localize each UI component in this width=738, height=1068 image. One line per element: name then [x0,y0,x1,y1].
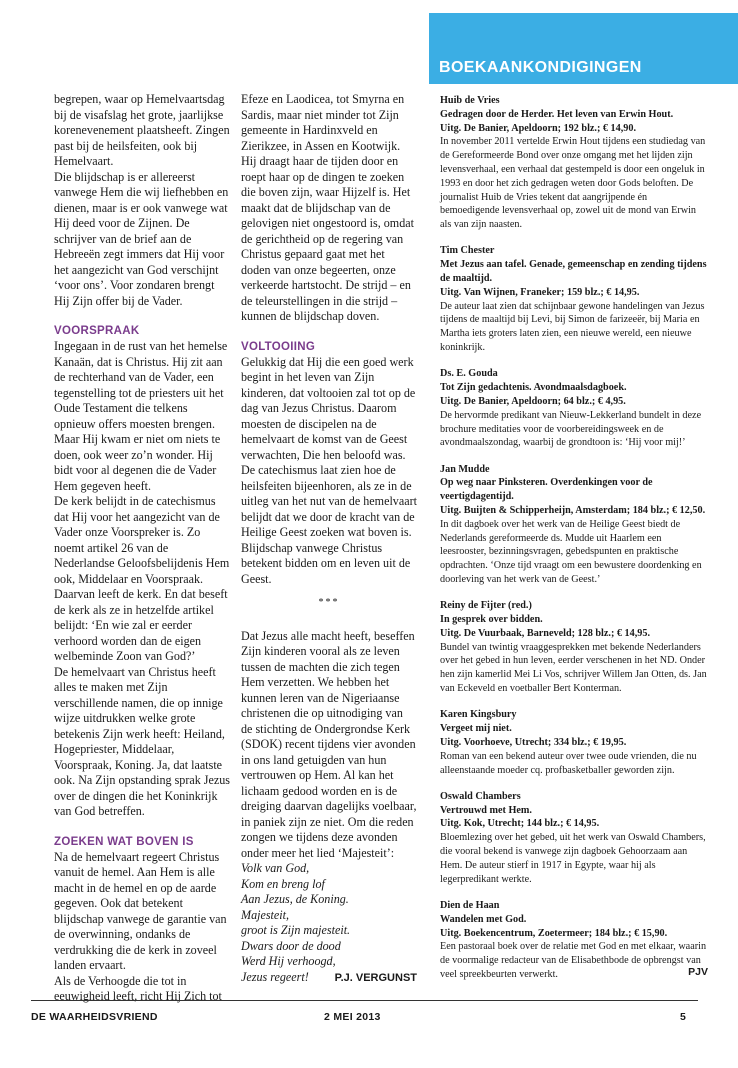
sidebar-title: BOEKAANKONDIGINGEN [439,59,642,76]
book-author: Jan Mudde [440,463,490,475]
book-author: Dien de Haan [440,899,500,911]
book-title: Vertrouwd met Hem. [440,804,532,816]
book-author: Reiny de Fijter (red.) [440,600,532,612]
book-author: Ds. E. Gouda [440,368,498,380]
lyric-line: Dwars door de dood [241,938,341,953]
article-column-middle [241,92,417,987]
book-entry [440,708,708,777]
book-title: Wandelen met God. [440,913,527,925]
book-description: Bloemlezing over het gebed, uit het werk van Oswald Chambers, die vooral bekend is vanwege zijn dagboek Gehoorzaam aan Hem. De auteur stierf in 1917 in Egypte, waar hij als legerpredikant werkte. [440,832,706,885]
book-publisher: Uitg. De Vuurbaak, Barneveld; 128 blz.; € 14,95. [440,627,650,639]
book-entry [440,94,708,232]
book-announcements [440,94,708,980]
lyric-line: groot is Zijn majesteit. [241,923,351,937]
paragraph: Gelukkig dat Hij die een goed werk begint in het leven van Zijn kinderen, dat voltooien zal tot op de dag van Jezus Christus. Daarom moesten de discipelen na de hemelvaart de komst van de Geest verwachten, Die hen beloofd was. De catechismus laat zien hoe de heilsfeiten bijeenhoren, als ze in de uitleg van het nut van de hemelvaart belijdt dat we door de kracht van de Heilige Geest zoeken wat boven is. Blijdschap vanwege Christus betekent bidden om en leven uit de Geest. [241,354,417,586]
book-description: In dit dagboek over het werk van de Heilige Geest biedt de Nederlands gereformeerde ds. Mudde uit Haarlem een leesrooster, bezinningsvragen, gebedspunten en praktische opdrachten. ‘Onze tijd vraagt om een bewustere doordenking en doorleving van het werk van de Geest.’ [440,518,702,585]
book-publisher: Uitg. Buijten & Schipperheijn, Amsterdam; 184 blz.; € 12,50. [440,505,706,517]
footer-date: 2 MEI 2013 [324,1011,381,1023]
book-publisher: Uitg. Boekencentrum, Zoetermeer; 184 blz.; € 15,90. [440,927,668,939]
lyric-line: Aan Jezus, de Koning. [241,892,349,906]
book-author: Tim Chester [440,245,495,257]
footer-magazine-name: DE WAARHEIDSVRIEND [31,1011,158,1023]
book-publisher: Uitg. De Banier, Apeldoorn; 64 blz.; € 4,95. [440,395,626,407]
book-description: De hervormde predikant van Nieuw-Lekkerland bundelt in deze brochure meditaties voor de voorbereidingsweek en de avondmaalszondag, waarbij de grondtoon is: ‘Hij voor mij!’ [440,409,702,449]
book-description: De auteur laat zien dat schijnbaar gewone handelingen van Jezus tijdens de maaltijd bij Levi, bij Simon de farizeeër, bij Maria en Martha iets groters laten zien, een nieuwe wereld, een nieuwe koninkrijk. [440,300,705,354]
paragraph: Als de Verhoogde die tot in eeuwigheid leeft, richt Hij Zich tot [54,973,222,1003]
book-title: Met Jezus aan tafel. Genade, gemeenschap en zending tijdens de maaltijd. [440,259,707,285]
lyric-line: Jezus regeert! [241,969,309,984]
paragraph: Na de hemelvaart regeert Christus vanuit de hemel. Aan Hem is alle macht in de hemel en op de aarde gegeven. Ook dat betekent blijdschap vanwege de garantie van de overwinning, ondanks de verdrukking die de kerk in zoveel landen ervaart. [54,849,227,972]
paragraph: De kerk belijdt in de catechismus dat Hij voor het aangezicht van de Vader onze Voorspreker is. Zo noemt artikel 26 van de Nederlandse Geloofsbelijdenis Hem ook, Middelaar en Voorspraak. Daarvan leeft de kerk. En dat beseft de kerk als ze in hetzelfde artikel belijdt: ‘En wie zal er eerder verhoord worden dan de eigen welbeminde Zoon van God?’ [54,494,230,663]
book-publisher: Uitg. Kok, Utrecht; 144 blz.; € 14,95. [440,818,600,830]
article-column-left [54,92,230,1005]
paragraph: Efeze en Laodicea, tot Smyrna en Sardis, maar niet minder tot Zijn gemeente in Hardinxveld en Zierikzee, in Assen en Kootwijk. Hij draagt haar de tijden door en roept haar op de dingen te zoeken die boven zijn, waar Hijzelf is. Het maakt dat de blijdschap van de gelovigen niet ongestoord is, omdat de gerichtheid op de regering van Christus gepaard gaat met het doden van onze begeerten, onze verkeerde hartstocht. De strijd – en de teleurstellingen in die strijd – kunnen de blijdschap doven. [241,92,414,323]
footer-divider [31,1000,698,1001]
paragraph: De hemelvaart van Christus heeft alles te maken met Zijn verschillende namen, die op innige wijze uitdrukken welke grote betekenis Zijn werk heeft: Heiland, Hogepriester, Middelaar, Voorspraak, Koning. Ja, dat laatste ook. Na Zijn opstanding sprak Jezus over de dingen die het Koninkrijk van God betreffen. [54,664,231,818]
lyric-line: Volk van God, [241,861,310,875]
book-author: Huib de Vries [440,95,500,106]
book-entry [440,367,708,450]
song-lyrics [241,861,417,985]
books-signature: PJV [688,966,708,979]
book-description: Een pastoraal boek over de relatie met God en met elkaar, waarin de voormalige redacteur van de Elisabethbode de opbrengst van veel spreekbeurten verwerkt. [440,941,707,980]
section-heading-zoeken: ZOEKEN WAT BOVEN IS [54,835,194,848]
separator: *** [318,597,340,608]
book-description: Bundel van twintig vraaggesprekken met bekende Nederlanders over het gebed in hun leven, eerder verschenen in het ND. Onder hen zijn kamerlid Mei Li Vos, schrijver Willem Jan Otten, ds. Jan van Eckeveld en voetballer Bert Konterman. [440,641,707,695]
book-entry [440,790,708,887]
paragraph: begrepen, waar op Hemelvaartsdag bij de visafslag het grote, jaarlijkse korenevenement plaatsheeft. Zingen past bij de heilsfeiten, ook bij Hemelvaart. [54,92,230,168]
book-publisher: Uitg. Voorhoeve, Utrecht; 334 blz.; € 19,95. [440,736,627,748]
lyric-line: Majesteit, [241,907,290,922]
lyric-line: Werd Hij verhoogd, [241,954,336,968]
book-entry [440,463,708,587]
book-author: Karen Kingsbury [440,709,517,721]
book-entry [440,599,708,696]
book-title: In gesprek over bidden. [440,614,543,626]
section-heading-voorspraak: VOORSPRAAK [54,325,140,337]
section-heading-voltooiing: VOLTOOIING [241,340,316,353]
page-number: 5 [680,1011,687,1023]
book-publisher: Uitg. Van Wijnen, Franeker; 159 blz.; € 14,95. [440,286,640,298]
book-title: Op weg naar Pinksteren. Overdenkingen voor de veertigdagentijd. [440,477,653,503]
paragraph: Ingegaan in de rust van het hemelse Kanaän, dat is Christus. Hij zit aan de rechterhand van de Vader, een tegenstelling tot de priesters uit het Oude Testament die telkens opnieuw offers moesten brengen. Maar Hij kwam er niet om niets te doen, ook weer zo’n wonder. Hij bidt voor al degenen die de Vader Hem gegeven heeft. [54,339,228,493]
book-author: Oswald Chambers [440,790,521,802]
sidebar-header [429,13,738,84]
paragraph: Die blijdschap is er allereerst vanwege Hem die wij liefhebben en dienen, maar is er ook vanwege wat Hij deed voor de Zijnen. De schrijver van de brief aan de Hebreeën zegt immers dat Hij voor het aangezicht van God verschijnt ‘voor ons’. Voor zondaren brengt Hij Zijn offer bij de Vader. [54,169,229,308]
book-title: Tot Zijn gedachtenis. Avondmaalsdagboek. [440,382,627,394]
book-description: In november 2011 vertelde Erwin Hout tijdens een studiedag van de Gereformeerde Bond over onze omgang met het lijden zijn levensverhaal, een verhaal dat gestempeld is door een ongeluk in 1993 en door het zich gedragen weten door Gods beloften. De journalist Huib de Vries tekent dat aangrijpende én bemoedigende levensverhaal op, zowel uit de mond van Erwin als van zijn naasten. [440,136,706,231]
book-title: Gedragen door de Herder. Het leven van Erwin Hout. [440,108,674,120]
book-description: Roman van een bekend auteur over twee oude vrienden, die nu alleenstaande moeder cq. profbasketballer geworden zijn. [440,750,697,776]
book-title: Vergeet mij niet. [440,723,512,735]
paragraph: Dat Jezus alle macht heeft, beseffen Zijn kinderen vooral als ze leven tussen de machten die zich tegen Hem verzetten. We hebben het kunnen leren van de Nigeriaanse christenen die op uitnodiging van de stichting de Ondergrondse Kerk (SDOK) recent tijdens vier avonden in ons land getuigden van hun vertrouwen op Hem. Al kan het lichaam gedood worden en is de dreiging daarvan dagelijks voelbaar, in paniek zijn ze niet. Om die reden zongen we tijdens deze avonden onder meer het lied ‘Majesteit’: [241,628,417,860]
book-publisher: Uitg. De Banier, Apeldoorn; 192 blz.; € 14,90. [440,122,637,134]
book-entry [440,244,708,354]
lyric-line: Kom en breng lof [241,876,325,891]
author-signature: P.J. VERGUNST [334,972,417,984]
